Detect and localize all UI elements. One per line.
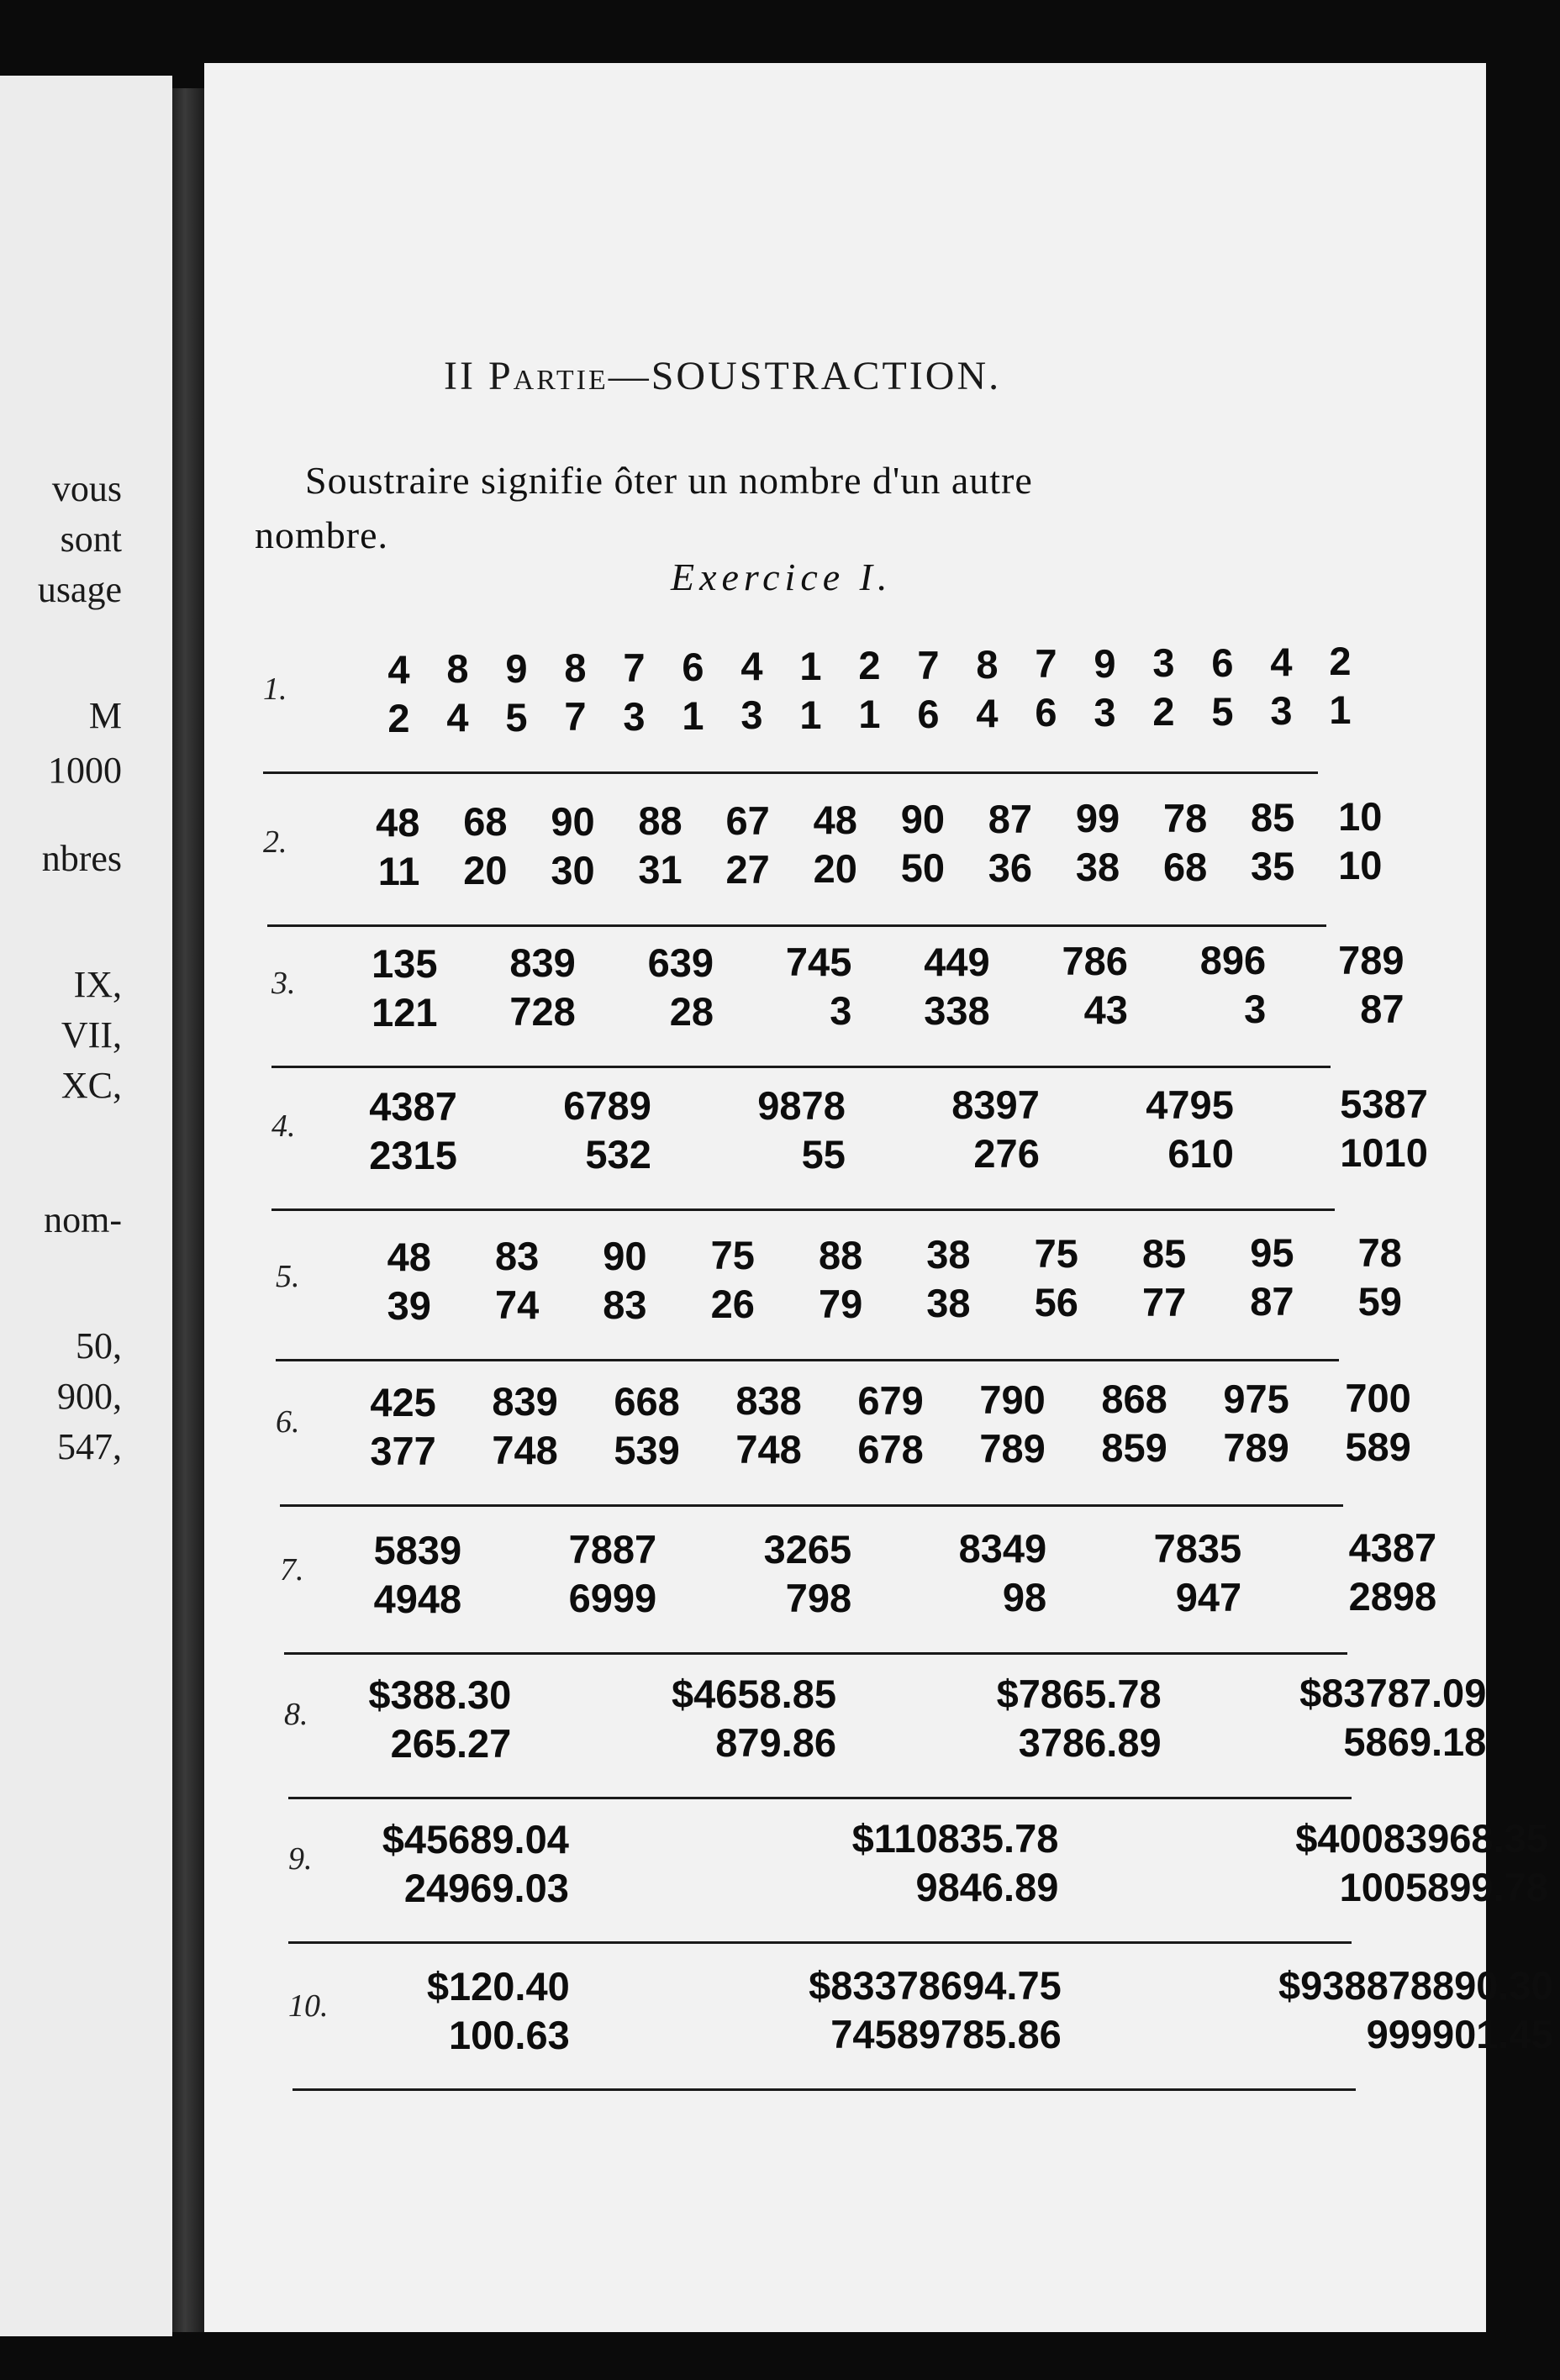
operand-bottom: 79: [818, 1281, 863, 1326]
left-page-fragment-text: usage: [37, 569, 122, 610]
operand-top: 7: [917, 642, 940, 687]
operand-top: 839: [492, 1379, 558, 1424]
operand-top: 4: [1270, 640, 1293, 684]
operand-top: 9: [1094, 640, 1116, 686]
operand-top: 2: [1329, 639, 1352, 684]
operand-bottom: 68: [1162, 844, 1208, 889]
left-page-fragment-text: sont: [60, 519, 122, 560]
exercise-row-divider: [271, 1066, 1331, 1068]
operand-top: 9: [505, 645, 528, 691]
operand-bottom: 3786.89: [1018, 1719, 1162, 1765]
operand-top: 9878: [757, 1082, 846, 1128]
operand-bottom: 43: [1083, 987, 1128, 1032]
operand-top: 48: [376, 800, 420, 845]
operand-bottom: 859: [1101, 1425, 1167, 1471]
operand-bottom: 83: [603, 1282, 647, 1327]
operand-top: 3265: [763, 1526, 852, 1572]
operand-top: 449: [924, 939, 990, 984]
operand-bottom: 2: [387, 696, 410, 740]
operand-bottom: 39: [387, 1283, 431, 1328]
operand-top: 790: [979, 1377, 1046, 1422]
operand-bottom: 1005899.78: [1339, 1864, 1548, 1909]
operand-bottom: 77: [1141, 1279, 1187, 1324]
operand-top: 5387: [1340, 1082, 1428, 1126]
left-page-fragment-text: XC,: [61, 1065, 122, 1106]
operand-top: 8: [564, 645, 587, 691]
operand-top: 4: [387, 647, 410, 692]
exercise-title: Exercice I.: [671, 556, 893, 598]
operand-bottom: 3: [1270, 688, 1293, 733]
exercise-row-number: 2.: [263, 824, 287, 860]
exercise-row-divider: [288, 1941, 1352, 1944]
operand-top: 425: [370, 1380, 436, 1424]
operand-bottom: 55: [801, 1131, 846, 1177]
operand-top: 8: [976, 642, 999, 687]
operand-bottom: 28: [669, 988, 714, 1034]
operand-top: 786: [1062, 939, 1128, 983]
operand-bottom: 6: [917, 691, 940, 736]
operand-top: 38: [926, 1232, 971, 1277]
operand-bottom: 56: [1034, 1280, 1078, 1325]
exercise-row-divider: [263, 771, 1318, 774]
operand-bottom: 1010: [1340, 1130, 1428, 1175]
operand-top: 48: [387, 1235, 431, 1279]
operand-top: 85: [1251, 795, 1295, 840]
operand-bottom: 3: [740, 692, 763, 738]
operand-bottom: 10: [1338, 843, 1383, 888]
operand-top: $110835.78: [851, 1816, 1059, 1861]
operand-bottom: 4: [446, 695, 469, 740]
operand-top: 1: [799, 643, 822, 688]
operand-bottom: 5: [505, 694, 528, 740]
operand-bottom: 50: [900, 845, 945, 891]
left-page-fragment-text: VII,: [61, 1014, 122, 1056]
operand-bottom: 4948: [373, 1577, 462, 1621]
operand-bottom: 1: [682, 693, 704, 738]
operand-bottom: 789: [1223, 1424, 1289, 1470]
page-title: [444, 353, 1001, 399]
operand-top: $83787.09: [1299, 1671, 1487, 1716]
operand-bottom: 3: [623, 693, 646, 739]
exercise-row-divider: [292, 2088, 1356, 2091]
exercise-row-number: 4.: [271, 1108, 296, 1144]
operand-top: 6789: [563, 1083, 651, 1129]
exercise-row-number: 6.: [276, 1404, 300, 1440]
operand-bottom: 1: [858, 692, 881, 737]
operand-bottom: 879.86: [715, 1720, 836, 1766]
operand-bottom: 74: [494, 1282, 540, 1328]
operand-bottom: 1: [799, 692, 822, 737]
operand-bottom: 38: [1075, 845, 1120, 890]
operand-bottom: 377: [370, 1429, 436, 1473]
title-dash: —: [608, 354, 651, 398]
operand-top: $83378694.75: [809, 1963, 1062, 2009]
operand-bottom: 789: [979, 1426, 1046, 1471]
operand-top: 85: [1141, 1230, 1187, 1276]
operand-top: $40083968.35: [1295, 1815, 1548, 1861]
operand-bottom: 5: [1211, 688, 1234, 734]
operand-top: 90: [603, 1233, 647, 1278]
left-page-fragment-text: 1000: [48, 750, 122, 791]
operand-top: 6: [1211, 640, 1234, 685]
operand-bottom: 26: [710, 1282, 755, 1327]
operand-top: $120.40: [426, 1964, 570, 2009]
operand-bottom: 35: [1251, 844, 1295, 888]
partie-initial: P: [488, 354, 514, 398]
operand-bottom: 6999: [568, 1576, 657, 1621]
operand-bottom: 276: [973, 1131, 1040, 1177]
exercise-row-number: 10.: [288, 1988, 329, 2024]
operand-bottom: 999901.45: [1366, 2011, 1553, 2056]
operand-top: 668: [614, 1378, 680, 1424]
operand-top: 90: [551, 798, 595, 844]
operand-bottom: 7: [564, 694, 587, 740]
operand-top: 679: [857, 1377, 924, 1423]
operand-bottom: 4: [976, 691, 999, 735]
operand-bottom: 5869.18: [1343, 1719, 1487, 1765]
operand-top: 7835: [1153, 1525, 1242, 1571]
operand-bottom: 1: [1329, 687, 1352, 733]
operand-top: $7865.78: [996, 1671, 1162, 1716]
operand-bottom: 748: [492, 1428, 558, 1473]
right-page: [204, 63, 1553, 2332]
operand-top: 975: [1223, 1376, 1289, 1421]
left-page-fragment-text: IX,: [73, 964, 122, 1005]
exercise-row-number: 5.: [276, 1259, 300, 1294]
operand-top: 4387: [1348, 1525, 1437, 1570]
operand-top: 4795: [1146, 1082, 1234, 1127]
operand-bottom: 3: [830, 988, 852, 1034]
operand-top: 95: [1250, 1230, 1294, 1276]
operand-bottom: 20: [813, 846, 857, 891]
operand-top: 839: [509, 940, 576, 986]
exercise-row-number: 3.: [271, 966, 296, 1001]
operand-bottom: 36: [988, 845, 1033, 890]
operand-bottom: 2315: [369, 1133, 457, 1177]
operand-top: 99: [1075, 796, 1120, 841]
operand-bottom: 539: [614, 1427, 680, 1472]
operand-bottom: 20: [463, 848, 508, 893]
book-binding: [172, 88, 204, 2332]
operand-bottom: 59: [1357, 1278, 1402, 1324]
operand-top: 5839: [373, 1528, 462, 1572]
operand-top: $388.30: [368, 1672, 512, 1717]
operand-bottom: 798: [785, 1575, 852, 1620]
operand-top: 75: [1034, 1231, 1078, 1277]
operand-bottom: 30: [551, 847, 595, 893]
operand-bottom: 27: [725, 846, 770, 892]
operand-top: 88: [818, 1232, 863, 1277]
operand-bottom: 121: [372, 990, 438, 1035]
operand-top: 135: [372, 941, 438, 986]
operand-bottom: 947: [1175, 1574, 1242, 1619]
operand-top: $45689.04: [382, 1817, 569, 1861]
left-page-fragment-text: 50,: [76, 1325, 122, 1366]
operand-bottom: 31: [638, 847, 682, 893]
operand-top: 789: [1338, 937, 1405, 982]
operand-bottom: 728: [509, 989, 576, 1035]
operand-top: 7887: [568, 1527, 657, 1572]
intro-line-2: nombre.: [255, 513, 389, 556]
operand-top: 10: [1338, 794, 1383, 840]
operand-top: 7: [1035, 641, 1057, 687]
operand-bottom: 74589785.86: [830, 2012, 1062, 2057]
operand-bottom: 610: [1167, 1130, 1234, 1176]
operand-bottom: 678: [857, 1426, 924, 1472]
operand-top: 8397: [951, 1082, 1040, 1128]
operand-top: 48: [813, 798, 857, 842]
operand-bottom: 532: [585, 1132, 651, 1177]
operand-bottom: 3: [1094, 689, 1116, 735]
operand-top: 2: [858, 643, 881, 688]
exercise-row-divider: [267, 924, 1326, 927]
exercise-row-number: 9.: [288, 1841, 313, 1877]
operand-top: 68: [463, 799, 508, 845]
operand-top: 88: [638, 798, 682, 844]
operand-top: $4658.85: [671, 1672, 836, 1717]
operand-top: 6: [682, 645, 704, 689]
operand-top: $938878890.30: [1278, 1962, 1553, 2008]
operand-bottom: 6: [1035, 690, 1057, 735]
left-page-fragment-text: 547,: [57, 1426, 122, 1467]
operand-top: 3: [1152, 640, 1175, 686]
operand-bottom: 338: [924, 987, 990, 1033]
operand-bottom: 2898: [1348, 1574, 1437, 1619]
operand-bottom: 9846.89: [915, 1865, 1059, 1910]
left-page-fragment-text: 900,: [57, 1376, 122, 1417]
operand-top: 4: [740, 644, 763, 689]
partie-rest: ARTIE: [513, 365, 609, 396]
operand-bottom: 98: [1002, 1575, 1047, 1620]
exercise-row-divider: [271, 1208, 1335, 1211]
operand-top: 83: [494, 1234, 540, 1279]
operand-bottom: 38: [926, 1281, 971, 1325]
operand-bottom: 11: [377, 849, 420, 893]
left-page-fragment-text: nbres: [41, 838, 122, 879]
operand-top: 78: [1162, 795, 1208, 840]
operand-top: 67: [725, 798, 770, 843]
part-number: II: [444, 354, 476, 398]
left-page-fragment-text: vous: [51, 468, 122, 509]
operand-bottom: 24969.03: [403, 1866, 569, 1910]
operand-bottom: 748: [735, 1427, 802, 1472]
exercise-row-number: 7.: [280, 1552, 304, 1588]
operand-top: 78: [1357, 1229, 1402, 1275]
operand-top: 868: [1101, 1377, 1167, 1422]
operand-bottom: 87: [1250, 1279, 1294, 1324]
exercise-row-divider: [280, 1504, 1343, 1507]
operand-bottom: 2: [1152, 689, 1175, 735]
exercise-row-divider: [284, 1652, 1347, 1655]
operand-top: 700: [1345, 1376, 1411, 1421]
operand-top: 4387: [369, 1084, 457, 1129]
left-page-fragment-text: M: [88, 695, 122, 736]
operand-bottom: 589: [1345, 1424, 1411, 1470]
operand-bottom: 265.27: [390, 1721, 512, 1766]
exercise-row-divider: [288, 1797, 1352, 1799]
operand-top: 639: [647, 940, 714, 985]
subject-title: SOUSTRACTION.: [651, 354, 1002, 398]
exercise-row-divider: [276, 1359, 1339, 1361]
operand-bottom: 100.63: [448, 2013, 570, 2057]
intro-line-1: Soustraire signifie ôter un nombre d'un autre: [305, 459, 1033, 502]
operand-bottom: 87: [1360, 986, 1405, 1031]
exercise-row-number: 1.: [263, 671, 287, 707]
left-page-fragment: [0, 76, 172, 2336]
left-page-fragment-text: nom-: [44, 1199, 122, 1240]
operand-top: 896: [1199, 938, 1267, 983]
operand-top: 8349: [958, 1526, 1047, 1572]
operand-bottom: 3: [1244, 987, 1267, 1032]
operand-top: 7: [623, 645, 646, 690]
exercise-row-number: 8.: [284, 1697, 308, 1732]
operand-top: 8: [446, 646, 469, 692]
operand-top: 87: [988, 796, 1033, 841]
operand-top: 90: [900, 797, 945, 842]
operand-top: 838: [735, 1378, 802, 1424]
operand-top: 745: [785, 940, 852, 985]
operand-top: 75: [710, 1233, 755, 1278]
